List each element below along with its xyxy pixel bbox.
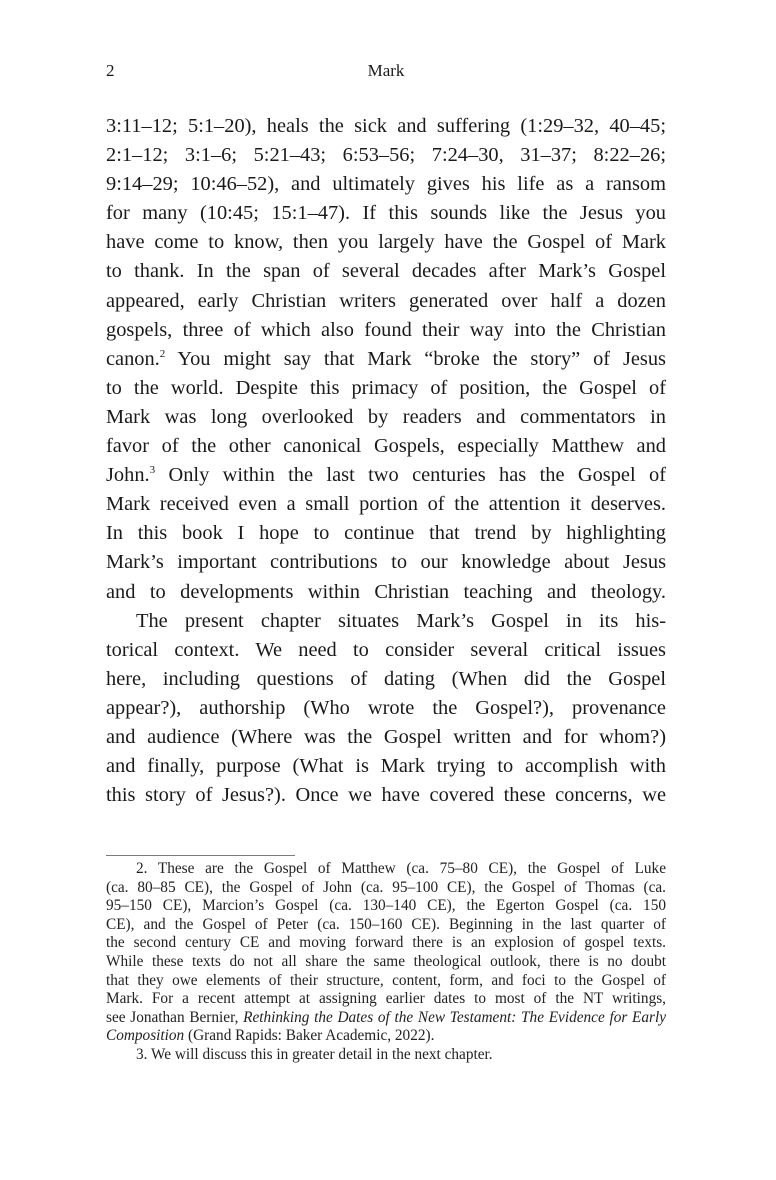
line-text: canon. xyxy=(106,347,160,370)
running-head-title: Mark xyxy=(367,61,405,80)
footnote-ref-2[interactable]: 2 xyxy=(159,347,166,360)
line-text: John. xyxy=(106,464,150,487)
line-text: You might say that Mark “broke the story” of Jesus xyxy=(165,347,666,370)
footnote-line: that they owe elements of their structure, content, form, and foci to the Gospel of xyxy=(106,971,666,989)
paragraph-2 xyxy=(106,607,666,811)
footnote-line: the second century CE and moving forward there is an explosion of gospel texts. xyxy=(106,934,666,952)
body-line: The present chapter situates Mark’s Gospel in its his- xyxy=(136,609,666,632)
footnote-line: CE), and the Gospel of Peter (ca. 150–160 CE). Beginning in the last quarter of xyxy=(106,915,666,933)
body-line xyxy=(106,461,666,490)
footnote-2 xyxy=(106,860,666,1046)
body-line: favor of the other canonical Gospels, especially Matthew and xyxy=(106,435,666,458)
line-text: Only within the last two centuries has the Gospel of xyxy=(155,464,666,487)
citation-title-cont: Composition xyxy=(106,1027,185,1045)
body-line: here, including questions of dating (When did the Gospel xyxy=(106,667,666,690)
footnote-line: 3. We will discuss this in greater detail in the next chapter. xyxy=(136,1045,493,1063)
paragraph-1 xyxy=(106,112,666,607)
footnotes xyxy=(106,860,666,1065)
footnote-3 xyxy=(106,1046,666,1065)
body-line xyxy=(106,345,666,374)
citation-suffix: (Grand Rapids: Baker Academic, 2022). xyxy=(184,1027,435,1045)
page-number: 2 xyxy=(106,61,115,80)
body-line: Mark was long overlooked by readers and commentators in xyxy=(106,405,666,428)
footnote-line: 2. These are the Gospel of Matthew (ca. 75–80 CE), the Gospel of Luke xyxy=(136,860,666,877)
body-line: 2:1–12; 3:1–6; 5:21–43; 6:53–56; 7:24–30, 31–37; 8:22–26; xyxy=(106,144,666,167)
footnote-line: Mark. For a recent attempt at assigning earlier dates to most of the NT writings, xyxy=(106,990,666,1008)
footnote-line xyxy=(106,1027,666,1046)
body-line: gospels, three of which also found their way into the Christian xyxy=(106,318,666,341)
body-line: this story of Jesus?). Once we have covered these concerns, we xyxy=(106,784,666,807)
citation-prefix: see Jonathan Bernier, xyxy=(106,1008,244,1026)
body-line: Mark’s important contributions to our knowledge about Jesus xyxy=(106,551,666,574)
body-line: 9:14–29; 10:46–52), and ultimately gives his life as a ransom xyxy=(106,173,666,196)
body-line: and finally, purpose (What is Mark trying to accomplish with xyxy=(106,755,666,778)
body-line: have come to know, then you largely have the Gospel of Mark xyxy=(106,231,666,254)
footnote-line: While these texts do not all share the same theological outlook, there is no doubt xyxy=(106,952,666,970)
body-line: and to developments within Christian teaching and theology. xyxy=(106,580,666,603)
body-line: 3:11–12; 5:1–20), heals the sick and suffering (1:29–32, 40–45; xyxy=(106,115,666,137)
body-line: In this book I hope to continue that trend by highlighting xyxy=(106,522,666,545)
body-line: appear?), authorship (Who wrote the Gospel?), provenance xyxy=(106,696,666,719)
footnote-separator xyxy=(106,855,295,856)
citation-title: Rethinking the Dates of the New Testament: The Evidence for Early xyxy=(243,1008,666,1026)
body-line: torical context. We need to consider several critical issues xyxy=(106,638,666,661)
body-line: to the world. Despite this primacy of position, the Gospel of xyxy=(106,376,666,399)
body-line: and audience (Where was the Gospel written and for whom?) xyxy=(106,725,666,748)
footnote-line: (ca. 80–85 CE), the Gospel of John (ca. 95–100 CE), the Gospel of Thomas (ca. xyxy=(106,878,666,896)
footnote-line: 95–150 CE), Marcion’s Gospel (ca. 130–140 CE), the Egerton Gospel (ca. 150 xyxy=(106,897,666,915)
footnote-ref-3[interactable]: 3 xyxy=(149,464,156,477)
footnote-line xyxy=(106,1009,666,1028)
body-line: Mark received even a small portion of the attention it deserves. xyxy=(106,493,666,516)
body-line: to thank. In the span of several decades after Mark’s Gospel xyxy=(106,260,666,283)
body-line: appeared, early Christian writers generated over half a dozen xyxy=(106,289,666,312)
running-head xyxy=(106,61,666,85)
body-text xyxy=(106,112,666,810)
body-line: for many (10:45; 15:1–47). If this sounds like the Jesus you xyxy=(106,202,666,225)
